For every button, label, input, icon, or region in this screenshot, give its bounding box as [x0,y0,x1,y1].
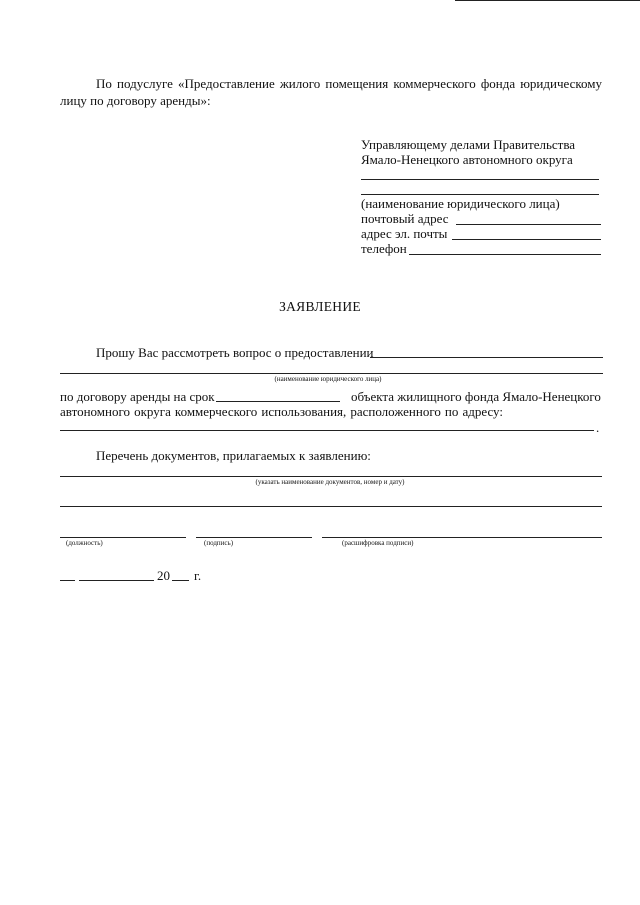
document-title: ЗАЯВЛЕНИЕ [279,299,361,314]
preamble-line-1: По подуслуге «Предоставление жилого помещения коммерческого фонда юридическому [96,76,602,91]
signature-decode-field[interactable] [322,537,602,538]
body-line-3: автономного округа коммерческого использования, расположенного по адресу: [60,404,503,419]
addressee-line-2: Ямало-Ненецкого автономного округа [361,152,573,167]
lease-object-text: объекта жилищного фонда Ямало-Ненецкого [351,389,601,404]
preamble-line-2: лицу по договору аренды»: [60,93,211,108]
email-label: адрес эл. почты [361,226,448,241]
top-edge-line [455,0,640,1]
signature-caption: (подпись) [204,539,234,547]
documents-caption: (указать наименование документов, номер и дату) [255,478,405,486]
org-name-caption: (наименование юридического лица) [274,375,382,383]
request-text: Прошу Вас рассмотреть вопрос о предоставлении [96,345,374,360]
date-year-suffix: г. [194,568,202,583]
request-field[interactable] [370,357,603,358]
lease-term-field[interactable] [216,401,340,402]
documents-field-1[interactable] [60,476,602,477]
position-caption: (должность) [66,539,103,547]
signature-decode-caption: (расшифровка подписи) [342,539,414,547]
documents-field-2[interactable] [60,506,602,507]
date-day-field[interactable] [60,580,75,581]
date-year-field[interactable] [172,580,189,581]
lease-term-label: по договору аренды на срок [60,389,215,404]
documents-label: Перечень документов, прилагаемых к заявлению: [96,448,371,463]
address-period: . [596,420,600,435]
postal-address-field[interactable] [456,224,601,225]
address-field[interactable] [60,430,594,431]
addressee-blank-1[interactable] [361,179,599,180]
date-year-prefix: 20 [157,568,170,583]
position-field[interactable] [60,537,186,538]
addressee-blank-2[interactable] [361,194,599,195]
addressee-line-1: Управляющему делами Правительства [361,137,576,152]
org-name-label: (наименование юридического лица) [361,196,560,211]
org-name-field[interactable] [60,373,603,374]
postal-address-label: почтовый адрес [361,211,449,226]
date-month-field[interactable] [79,580,154,581]
phone-label: телефон [361,241,407,256]
signature-field[interactable] [196,537,312,538]
email-field[interactable] [452,239,601,240]
phone-field[interactable] [409,254,601,255]
